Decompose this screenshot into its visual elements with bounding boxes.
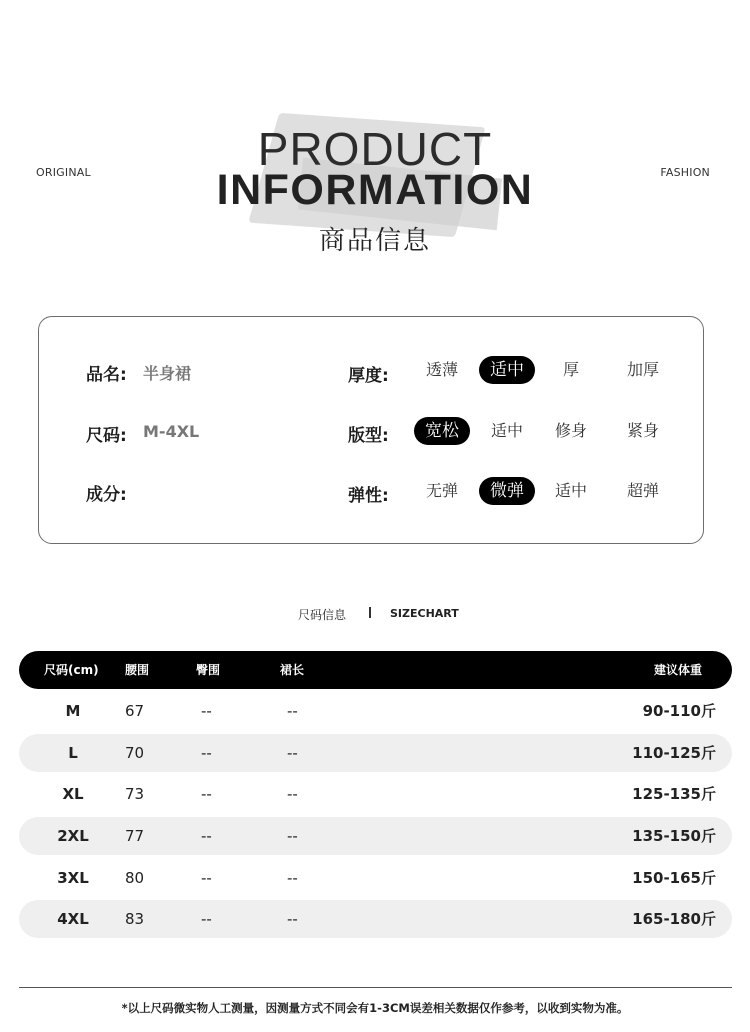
- cell-length: --: [287, 785, 298, 803]
- thickness-option: 厚: [562, 360, 579, 379]
- size-chart-title-cn: 尺码信息: [298, 608, 347, 622]
- cell-hip: --: [201, 785, 212, 803]
- thickness-option: 加厚: [626, 360, 659, 379]
- cell-weight: 150-165斤: [632, 869, 716, 887]
- cell-weight: 165-180斤: [632, 910, 716, 928]
- elasticity-option: 适中: [554, 481, 587, 500]
- title-chinese: 商品信息: [318, 226, 431, 256]
- title-product: PRODUCT: [257, 123, 493, 175]
- fit-option-selected: 宽松: [414, 417, 470, 445]
- table-row: [19, 900, 732, 938]
- thickness-label: 厚度:: [348, 366, 389, 386]
- fit-option: 紧身: [626, 421, 659, 440]
- footer-divider: [19, 987, 732, 988]
- column-header-length: 裙长: [280, 663, 305, 677]
- cell-waist: 67: [125, 702, 145, 720]
- cell-length: --: [287, 827, 298, 845]
- size-range-value: M-4XL: [143, 422, 200, 441]
- product-name-label: 品名:: [86, 365, 127, 385]
- elasticity-option: 超弹: [626, 481, 659, 500]
- header-right-label: FASHION: [660, 166, 710, 179]
- table-row: [19, 692, 732, 730]
- cell-waist: 73: [125, 785, 145, 803]
- cell-size: M: [65, 702, 81, 720]
- cell-waist: 83: [125, 910, 145, 928]
- cell-length: --: [287, 702, 298, 720]
- cell-hip: --: [201, 869, 212, 887]
- column-header-weight: 建议体重: [653, 663, 702, 677]
- cell-weight: 90-110斤: [642, 702, 716, 720]
- elasticity-option-selected: 微弹: [479, 477, 535, 505]
- title-information: INFORMATION: [216, 166, 534, 214]
- column-header-hip: 臀围: [196, 663, 221, 677]
- title-separator: [369, 607, 371, 618]
- cell-size: 3XL: [57, 869, 89, 887]
- thickness-option-selected: 适中: [479, 356, 535, 384]
- size-table-header: [19, 651, 732, 689]
- elasticity-option: 无弹: [425, 481, 458, 500]
- cell-size: 2XL: [57, 827, 89, 845]
- table-row: [19, 817, 732, 855]
- cell-hip: --: [201, 702, 212, 720]
- thickness-option: 透薄: [425, 360, 458, 379]
- product-name-value: 半身裙: [143, 364, 192, 383]
- material-label: 成分:: [86, 485, 127, 505]
- cell-weight: 135-150斤: [632, 827, 716, 845]
- table-row: [19, 859, 732, 897]
- table-row: [19, 775, 732, 813]
- cell-weight: 110-125斤: [632, 744, 716, 762]
- size-range-label: 尺码:: [86, 426, 127, 446]
- fit-option: 修身: [554, 421, 587, 440]
- fit-option: 适中: [490, 421, 523, 440]
- cell-size: L: [68, 744, 78, 762]
- elasticity-label: 弹性:: [348, 486, 389, 506]
- cell-hip: --: [201, 910, 212, 928]
- column-header-waist: 腰围: [125, 663, 150, 677]
- cell-length: --: [287, 910, 298, 928]
- cell-size: 4XL: [57, 910, 89, 928]
- size-chart-title-en: SIZECHART: [390, 607, 459, 620]
- cell-waist: 80: [125, 869, 145, 887]
- cell-weight: 125-135斤: [632, 785, 716, 803]
- table-row: [19, 734, 732, 772]
- cell-hip: --: [201, 744, 212, 762]
- cell-hip: --: [201, 827, 212, 845]
- cell-waist: 70: [125, 744, 145, 762]
- column-header-size: 尺码(cm): [44, 663, 99, 677]
- measurement-footnote: *以上尺码微实物人工测量，因测量方式不同会有1-3CM误差相关数据仅作参考，以收到实物为准。: [121, 1001, 629, 1015]
- cell-length: --: [287, 744, 298, 762]
- header-left-label: ORIGINAL: [36, 166, 91, 179]
- cell-waist: 77: [125, 827, 145, 845]
- fit-label: 版型:: [348, 426, 389, 446]
- cell-size: XL: [62, 785, 84, 803]
- cell-length: --: [287, 869, 298, 887]
